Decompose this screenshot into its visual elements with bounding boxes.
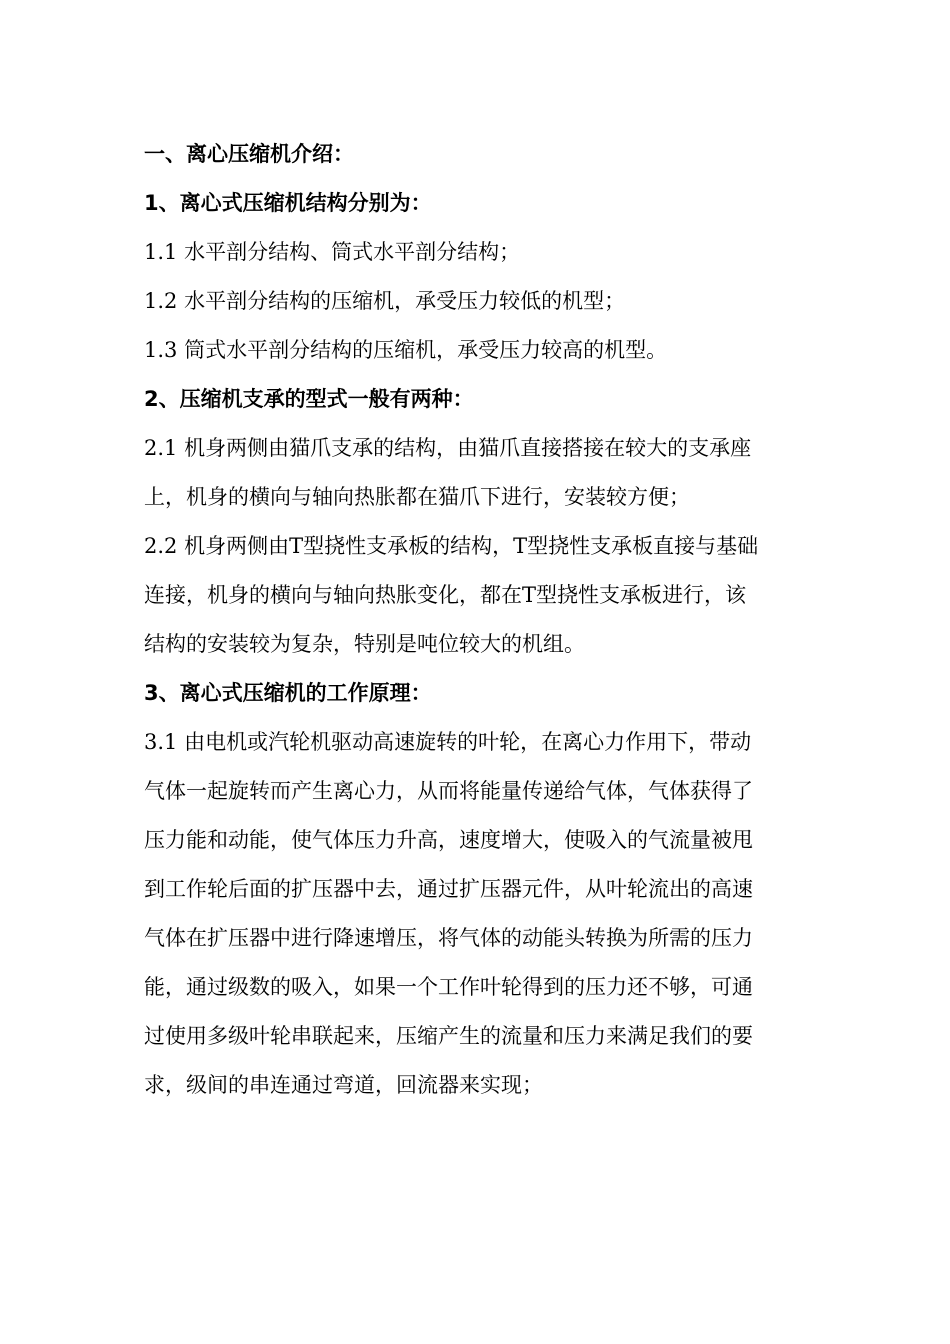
text-line: 过使用多级叶轮串联起来，压缩产生的流量和压力来满足我们的要 [144,1024,753,1048]
text-line: 到工作轮后面的扩压器中去，通过扩压器元件，从叶轮流出的高速 [144,877,753,901]
text-line: 能，通过级数的吸入，如果一个工作叶轮得到的压力还不够，可通 [144,975,753,999]
text-line: 3.1 由电机或汽轮机驱动高速旋转的叶轮，在离心力作用下，带动 [144,730,752,754]
section-heading-1: 一、离心压缩机介绍： [144,142,354,166]
subheading-support: 2、压缩机支承的型式一般有两种： [144,387,474,411]
text-line: 连接，机身的横向与轴向热胀变化，都在T型挠性支承板进行，该 [144,583,747,607]
text-line: 气体一起旋转而产生离心力，从而将能量传递给气体，气体获得了 [144,779,753,803]
text-line: 压力能和动能，使气体压力升高，速度增大，使吸入的气流量被甩 [144,828,753,852]
document-body [144,130,809,1110]
text-line: 气体在扩压器中进行降速增压，将气体的动能头转换为所需的压力 [144,926,753,950]
text-line: 1.1 水平剖分结构、筒式水平剖分结构； [144,240,521,264]
text-line: 求，级间的串连通过弯道，回流器来实现； [144,1073,543,1097]
text-line: 结构的安装较为复杂，特别是吨位较大的机组。 [144,632,585,656]
text-line: 上，机身的横向与轴向热胀都在猫爪下进行，安装较方便； [144,485,690,509]
text-line: 2.2 机身两侧由T型挠性支承板的结构，T型挠性支承板直接与基础 [144,534,759,558]
subheading-principle: 3、离心式压缩机的工作原理： [144,681,432,705]
text-line: 2.1 机身两侧由猫爪支承的结构，由猫爪直接搭接在较大的支承座 [144,436,752,460]
text-line: 1.3 筒式水平剖分结构的压缩机，承受压力较高的机型。 [144,338,668,362]
text-line: 1.2 水平剖分结构的压缩机，承受压力较低的机型； [144,289,626,313]
subheading-structure: 1、离心式压缩机结构分别为： [144,191,432,215]
